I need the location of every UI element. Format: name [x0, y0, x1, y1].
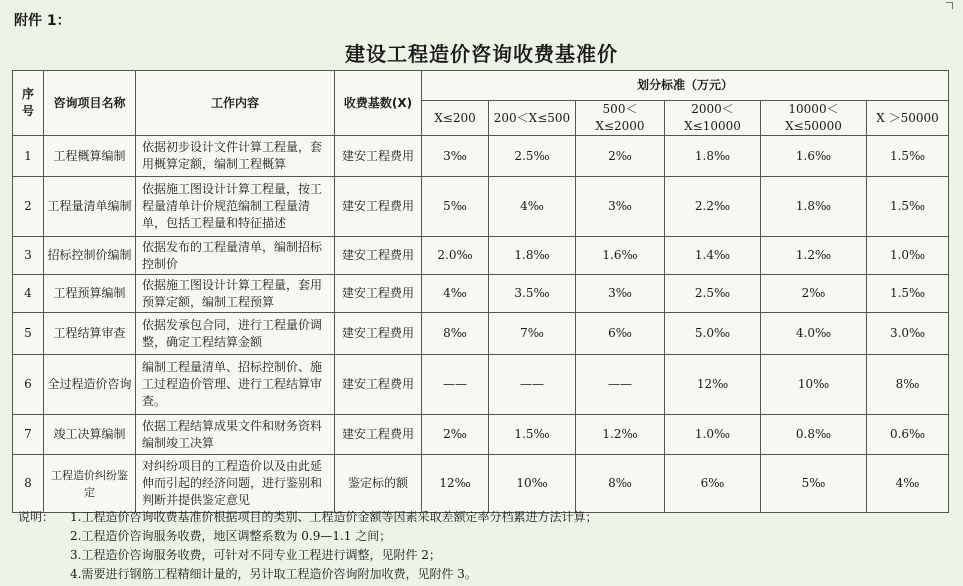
rate-cell: 8‰ — [422, 313, 489, 355]
rate-cell: 2.0‰ — [422, 237, 489, 275]
fee-base: 鉴定标的额 — [335, 455, 422, 513]
rate-cell: 1.6‰ — [576, 237, 665, 275]
rate-cell: 0.6‰ — [867, 415, 949, 455]
rate-cell: 1.5‰ — [867, 177, 949, 237]
note-item: 3.工程造价咨询服务收费，可针对不同专业工程进行调整，见附件 2； — [70, 548, 441, 562]
header-row-1 — [13, 71, 949, 101]
rate-cell: 1.0‰ — [867, 237, 949, 275]
rate-cell: —— — [489, 355, 576, 415]
rate-cell: 2‰ — [422, 415, 489, 455]
rate-cell: 1.8‰ — [761, 177, 867, 237]
rate-cell: 5‰ — [761, 455, 867, 513]
fee-base: 建安工程费用 — [335, 415, 422, 455]
row-number: 7 — [13, 415, 44, 455]
rate-cell: 1.2‰ — [761, 237, 867, 275]
work-content: 编制工程量清单、招标控制价、施工过程造价管理、进行工程结算审查。 — [136, 355, 335, 415]
rate-cell: 10‰ — [761, 355, 867, 415]
rate-cell: 5‰ — [422, 177, 489, 237]
header-content: 工作内容 — [136, 71, 335, 136]
tier-header: 10000＜X≤50000 — [761, 101, 867, 136]
row-number: 5 — [13, 313, 44, 355]
table-row — [13, 313, 949, 355]
work-content: 依据发承包合同，进行工程量价调整，确定工程结算金额 — [136, 313, 335, 355]
work-content: 依据初步设计文件计算工程量，套用概算定额，编制工程概算 — [136, 136, 335, 177]
rate-cell: 4‰ — [422, 275, 489, 313]
rate-cell: 2.5‰ — [489, 136, 576, 177]
rate-cell: 3.5‰ — [489, 275, 576, 313]
note-item: 2.工程造价咨询服务收费，地区调整系数为 0.9—1.1 之间； — [70, 529, 392, 543]
item-name: 竣工决算编制 — [44, 415, 136, 455]
fee-base: 建安工程费用 — [335, 177, 422, 237]
rate-cell: 1.8‰ — [489, 237, 576, 275]
table-row — [13, 455, 949, 513]
item-name: 工程概算编制 — [44, 136, 136, 177]
tier-header: 200＜X≤500 — [489, 101, 576, 136]
work-content: 依据施工图设计计算工程量，套用预算定额，编制工程预算 — [136, 275, 335, 313]
rate-cell: 10‰ — [489, 455, 576, 513]
rate-cell: —— — [422, 355, 489, 415]
row-number: 1 — [13, 136, 44, 177]
fee-base: 建安工程费用 — [335, 237, 422, 275]
table-row — [13, 237, 949, 275]
table-row — [13, 275, 949, 313]
page-corner-mark — [946, 2, 953, 9]
tier-header: X ＞50000 — [867, 101, 949, 136]
rate-cell: 7‰ — [489, 313, 576, 355]
item-name: 工程预算编制 — [44, 275, 136, 313]
header-base: 收费基数(X) — [335, 71, 422, 136]
rate-cell: 6‰ — [665, 455, 761, 513]
rate-cell: 3‰ — [576, 275, 665, 313]
rate-cell: 4.0‰ — [761, 313, 867, 355]
rate-cell: 2‰ — [576, 136, 665, 177]
rate-cell: 1.0‰ — [665, 415, 761, 455]
work-content: 对纠纷项目的工程造价以及由此延伸而引起的经济问题，进行鉴别和判断并提供鉴定意见 — [136, 455, 335, 513]
notes-section — [18, 508, 948, 584]
rate-cell: 8‰ — [576, 455, 665, 513]
rate-cell: 1.2‰ — [576, 415, 665, 455]
rate-cell: 1.6‰ — [761, 136, 867, 177]
rate-cell: 6‰ — [576, 313, 665, 355]
header-standard: 划分标准（万元） — [422, 71, 949, 101]
header-item: 咨询项目名称 — [44, 71, 136, 136]
item-name: 工程结算审查 — [44, 313, 136, 355]
work-content: 依据发布的工程量清单，编制招标控制价 — [136, 237, 335, 275]
rate-cell: 2.5‰ — [665, 275, 761, 313]
rate-cell: 1.4‰ — [665, 237, 761, 275]
notes-label: 说明： — [18, 510, 55, 524]
note-item: 1.工程造价咨询收费基准价根据项目的类别、工程造价金额等因素采取差额定率分档累进方法计算； — [70, 510, 598, 524]
rate-cell: 1.8‰ — [665, 136, 761, 177]
tier-header: X≤200 — [422, 101, 489, 136]
work-content: 依据施工图设计计算工程量，按工程量清单计价规范编制工程量清单，包括工程量和特征描述 — [136, 177, 335, 237]
row-number: 8 — [13, 455, 44, 513]
tier-header: 500＜X≤2000 — [576, 101, 665, 136]
table-row — [13, 415, 949, 455]
rate-cell: 1.5‰ — [489, 415, 576, 455]
table-row — [13, 136, 949, 177]
row-number: 2 — [13, 177, 44, 237]
rate-cell: 1.5‰ — [867, 275, 949, 313]
rate-cell: 3‰ — [422, 136, 489, 177]
rate-cell: 2‰ — [761, 275, 867, 313]
rate-cell: 5.0‰ — [665, 313, 761, 355]
fee-table — [12, 70, 949, 513]
rate-cell: 3‰ — [576, 177, 665, 237]
rate-cell: 4‰ — [867, 455, 949, 513]
rate-cell: 4‰ — [489, 177, 576, 237]
fee-base: 建安工程费用 — [335, 313, 422, 355]
fee-base: 建安工程费用 — [335, 355, 422, 415]
rate-cell: 12‰ — [422, 455, 489, 513]
tier-header: 2000＜X≤10000 — [665, 101, 761, 136]
header-seq: 序号 — [13, 71, 44, 136]
rate-cell: 3.0‰ — [867, 313, 949, 355]
rate-cell: 0.8‰ — [761, 415, 867, 455]
work-content: 依据工程结算成果文件和财务资料编制竣工决算 — [136, 415, 335, 455]
rate-cell: 8‰ — [867, 355, 949, 415]
fee-base: 建安工程费用 — [335, 136, 422, 177]
table-row — [13, 355, 949, 415]
note-item: 4.需要进行钢筋工程精细计量的，另计取工程造价咨询附加收费，见附件 3。 — [70, 567, 477, 581]
rate-cell: 2.2‰ — [665, 177, 761, 237]
fee-base: 建安工程费用 — [335, 275, 422, 313]
page-title: 建设工程造价咨询收费基准价 — [345, 42, 618, 66]
rate-cell: 12‰ — [665, 355, 761, 415]
table-row — [13, 177, 949, 237]
row-number: 3 — [13, 237, 44, 275]
item-name: 工程量清单编制 — [44, 177, 136, 237]
item-name: 工程造价纠纷鉴定 — [44, 455, 136, 513]
row-number: 4 — [13, 275, 44, 313]
row-number: 6 — [13, 355, 44, 415]
item-name: 招标控制价编制 — [44, 237, 136, 275]
annex-label: 附件 1： — [14, 13, 71, 29]
rate-cell: 1.5‰ — [867, 136, 949, 177]
item-name: 全过程造价咨询 — [44, 355, 136, 415]
rate-cell: —— — [576, 355, 665, 415]
